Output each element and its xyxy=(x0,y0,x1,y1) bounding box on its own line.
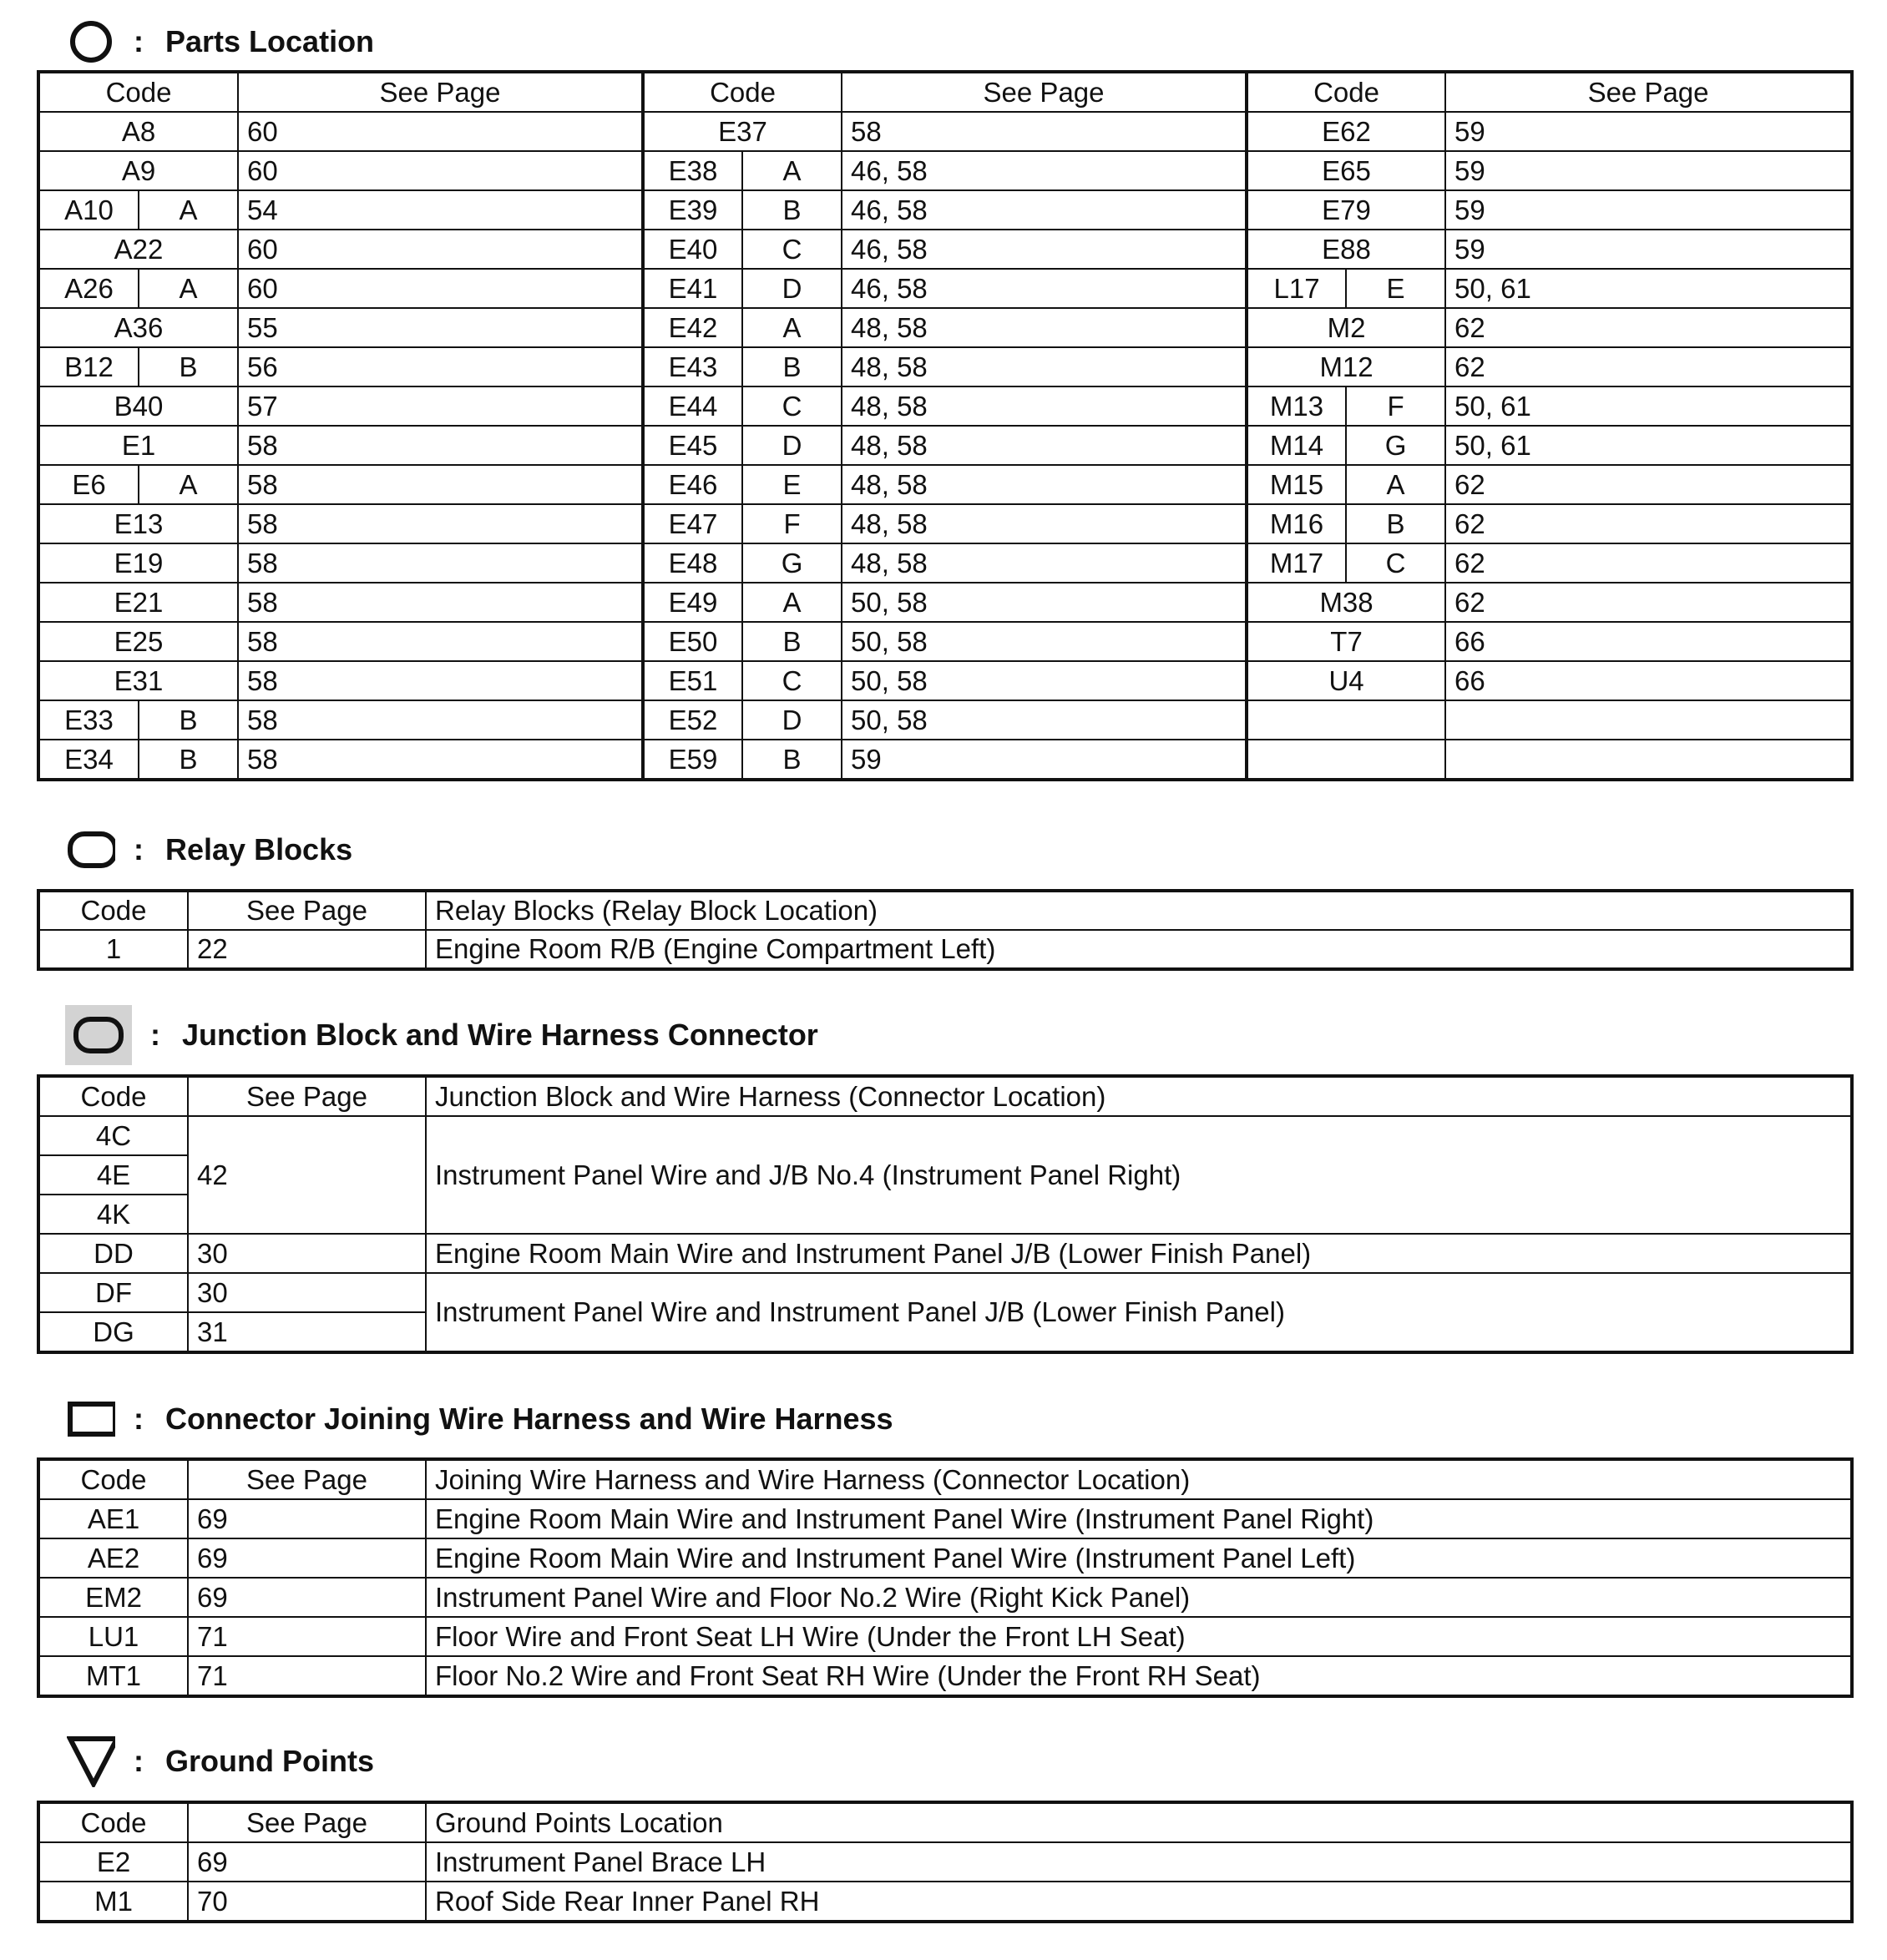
table-row xyxy=(39,1116,1851,1155)
header-code: Code xyxy=(1247,73,1445,112)
sub-code-cell: B xyxy=(1346,504,1445,543)
page-cell: 58 xyxy=(238,700,643,740)
sub-code-cell: A xyxy=(139,465,238,504)
page-cell: 62 xyxy=(1445,308,1851,347)
page-cell: 22 xyxy=(188,930,426,968)
page-cell: 48, 58 xyxy=(842,386,1247,426)
page-cell: 70 xyxy=(188,1882,426,1921)
sub-code-cell: E xyxy=(742,465,842,504)
page-cell: 71 xyxy=(188,1656,426,1695)
page-cell: 50, 58 xyxy=(842,661,1247,700)
section-title: Connector Joining Wire Harness and Wire Harness xyxy=(165,1402,893,1436)
table-row xyxy=(39,465,1851,504)
header-code: Code xyxy=(39,73,238,112)
section-relay-blocks xyxy=(67,825,352,875)
table-row xyxy=(39,426,1851,465)
page-cell: 30 xyxy=(188,1234,426,1273)
table-row xyxy=(39,661,1851,700)
table-row xyxy=(39,700,1851,740)
header-row xyxy=(39,1803,1851,1842)
table-row xyxy=(39,230,1851,269)
page-cell: 48, 58 xyxy=(842,543,1247,583)
code-cell: E62 xyxy=(1247,112,1445,151)
code-cell: E48 xyxy=(643,543,742,583)
code-cell: E6 xyxy=(39,465,139,504)
table-row xyxy=(39,1578,1851,1617)
code-cell xyxy=(1247,700,1445,740)
page-cell: 50, 58 xyxy=(842,700,1247,740)
header-code: Code xyxy=(39,1460,188,1499)
code-cell: 4E xyxy=(39,1155,188,1195)
page-cell: 50, 58 xyxy=(842,622,1247,661)
section-connector-joining xyxy=(67,1394,893,1444)
code-cell: E43 xyxy=(643,347,742,386)
header-location: Junction Block and Wire Harness (Connector Location) xyxy=(426,1077,1851,1116)
page-cell: 57 xyxy=(238,386,643,426)
section-junction-block xyxy=(67,1010,818,1060)
code-cell: E40 xyxy=(643,230,742,269)
relay-blocks-table xyxy=(38,891,1852,969)
table-row xyxy=(39,930,1851,968)
connector-joining-table xyxy=(38,1459,1852,1696)
page-cell: 30 xyxy=(188,1273,426,1312)
code-cell: E52 xyxy=(643,700,742,740)
code-cell: T7 xyxy=(1247,622,1445,661)
code-cell: AE1 xyxy=(39,1499,188,1538)
header-see-page: See Page xyxy=(188,1077,426,1116)
sub-code-cell: A xyxy=(742,151,842,190)
sub-code-cell: E xyxy=(1346,269,1445,308)
sub-code-cell: B xyxy=(139,347,238,386)
page-cell: 69 xyxy=(188,1538,426,1578)
code-cell: E31 xyxy=(39,661,238,700)
page-cell: 50, 61 xyxy=(1445,426,1851,465)
table-row xyxy=(39,1617,1851,1656)
code-cell: E49 xyxy=(643,583,742,622)
page-cell: 62 xyxy=(1445,583,1851,622)
code-cell: E33 xyxy=(39,700,139,740)
page-cell: 62 xyxy=(1445,543,1851,583)
location-cell: Instrument Panel Wire and Instrument Panel J/B (Lower Finish Panel) xyxy=(426,1273,1851,1351)
sub-code-cell: C xyxy=(742,661,842,700)
table-row xyxy=(39,504,1851,543)
code-cell: E59 xyxy=(643,740,742,779)
page-cell: 58 xyxy=(238,622,643,661)
code-cell: U4 xyxy=(1247,661,1445,700)
page-cell: 69 xyxy=(188,1842,426,1882)
table-row xyxy=(39,190,1851,230)
header-see-page: See Page xyxy=(1445,73,1851,112)
location-cell: Instrument Panel Brace LH xyxy=(426,1842,1851,1882)
table-row xyxy=(39,1234,1851,1273)
code-cell: E51 xyxy=(643,661,742,700)
sub-code-cell: C xyxy=(742,386,842,426)
page-cell: 62 xyxy=(1445,347,1851,386)
code-cell: E37 xyxy=(643,112,842,151)
code-cell: E21 xyxy=(39,583,238,622)
code-cell: M38 xyxy=(1247,583,1445,622)
page-cell xyxy=(1445,740,1851,779)
parts-location-table xyxy=(38,72,1852,780)
sub-code-cell: D xyxy=(742,269,842,308)
table-row xyxy=(39,386,1851,426)
location-cell: Floor No.2 Wire and Front Seat RH Wire (Under the Front RH Seat) xyxy=(426,1656,1851,1695)
location-cell: Roof Side Rear Inner Panel RH xyxy=(426,1882,1851,1921)
sub-code-cell: D xyxy=(742,700,842,740)
location-cell: Engine Room Main Wire and Instrument Panel J/B (Lower Finish Panel) xyxy=(426,1234,1851,1273)
code-cell: AE2 xyxy=(39,1538,188,1578)
colon: : xyxy=(134,1744,144,1778)
table-row xyxy=(39,1499,1851,1538)
header-code: Code xyxy=(39,892,188,930)
header-location: Relay Blocks (Relay Block Location) xyxy=(426,892,1851,930)
table-row xyxy=(39,151,1851,190)
code-cell: E79 xyxy=(1247,190,1445,230)
colon: : xyxy=(134,24,144,58)
code-cell: B12 xyxy=(39,347,139,386)
header-row xyxy=(39,892,1851,930)
sub-code-cell: B xyxy=(742,740,842,779)
code-cell: E47 xyxy=(643,504,742,543)
page-cell: 59 xyxy=(1445,230,1851,269)
page-cell: 66 xyxy=(1445,622,1851,661)
code-cell: 4C xyxy=(39,1116,188,1155)
sub-code-cell: F xyxy=(742,504,842,543)
sub-code-cell: A xyxy=(139,269,238,308)
rectangle-icon xyxy=(67,1395,115,1443)
page-cell: 58 xyxy=(238,661,643,700)
page-cell: 59 xyxy=(842,740,1247,779)
section-title: Relay Blocks xyxy=(165,832,353,866)
header-code: Code xyxy=(39,1803,188,1842)
sub-code-cell: A xyxy=(1346,465,1445,504)
table-row xyxy=(39,1656,1851,1695)
ground-points-table xyxy=(38,1802,1852,1922)
colon: : xyxy=(134,1402,144,1436)
page-cell: 58 xyxy=(238,740,643,779)
page-cell: 46, 58 xyxy=(842,230,1247,269)
sub-code-cell: D xyxy=(742,426,842,465)
sub-code-cell: C xyxy=(742,230,842,269)
page-cell: 42 xyxy=(188,1116,426,1234)
table-row xyxy=(39,112,1851,151)
code-cell: DD xyxy=(39,1234,188,1273)
page-cell: 69 xyxy=(188,1578,426,1617)
section-parts-location xyxy=(67,17,374,67)
page-cell: 59 xyxy=(1445,112,1851,151)
page-cell xyxy=(1445,700,1851,740)
code-cell xyxy=(1247,740,1445,779)
page-cell: 62 xyxy=(1445,465,1851,504)
page-cell: 48, 58 xyxy=(842,426,1247,465)
page-cell: 59 xyxy=(1445,190,1851,230)
page-cell: 46, 58 xyxy=(842,151,1247,190)
section-title: Parts Location xyxy=(165,24,375,58)
header-code: Code xyxy=(39,1077,188,1116)
location-cell: Engine Room Main Wire and Instrument Panel Wire (Instrument Panel Right) xyxy=(426,1499,1851,1538)
location-cell: Floor Wire and Front Seat LH Wire (Under the Front LH Seat) xyxy=(426,1617,1851,1656)
sub-code-cell: B xyxy=(139,700,238,740)
colon: : xyxy=(150,1018,160,1052)
header-row xyxy=(39,1077,1851,1116)
triangle-down-icon xyxy=(67,1737,115,1786)
page-cell: 60 xyxy=(238,112,643,151)
code-cell: E34 xyxy=(39,740,139,779)
sub-code-cell: C xyxy=(1346,543,1445,583)
code-cell: M15 xyxy=(1247,465,1346,504)
location-cell: Engine Room R/B (Engine Compartment Left) xyxy=(426,930,1851,968)
page-cell: 55 xyxy=(238,308,643,347)
code-cell: M14 xyxy=(1247,426,1346,465)
header-code: Code xyxy=(643,73,842,112)
page-cell: 48, 58 xyxy=(842,504,1247,543)
table-row xyxy=(39,1842,1851,1882)
table-row xyxy=(39,543,1851,583)
location-cell: Instrument Panel Wire and Floor No.2 Wire (Right Kick Panel) xyxy=(426,1578,1851,1617)
code-cell: A9 xyxy=(39,151,238,190)
page-cell: 50, 61 xyxy=(1445,386,1851,426)
table-row xyxy=(39,740,1851,779)
page-cell: 60 xyxy=(238,269,643,308)
page-cell: 60 xyxy=(238,151,643,190)
header-row xyxy=(39,73,1851,112)
section-title: Ground Points xyxy=(165,1744,374,1778)
header-location: Joining Wire Harness and Wire Harness (Connector Location) xyxy=(426,1460,1851,1499)
sub-code-cell: B xyxy=(742,347,842,386)
code-cell: E13 xyxy=(39,504,238,543)
code-cell: M16 xyxy=(1247,504,1346,543)
page-cell: 58 xyxy=(238,426,643,465)
code-cell: E2 xyxy=(39,1842,188,1882)
page-cell: 58 xyxy=(842,112,1247,151)
code-cell: DG xyxy=(39,1312,188,1351)
junction-block-table xyxy=(38,1076,1852,1352)
sub-code-cell: G xyxy=(1346,426,1445,465)
code-cell: E42 xyxy=(643,308,742,347)
colon: : xyxy=(134,832,144,866)
page-cell: 60 xyxy=(238,230,643,269)
code-cell: M17 xyxy=(1247,543,1346,583)
table-row xyxy=(39,308,1851,347)
page-cell: 54 xyxy=(238,190,643,230)
page-cell: 58 xyxy=(238,543,643,583)
sub-code-cell: B xyxy=(139,740,238,779)
page-cell: 62 xyxy=(1445,504,1851,543)
sub-code-cell: F xyxy=(1346,386,1445,426)
code-cell: A10 xyxy=(39,190,139,230)
code-cell: E44 xyxy=(643,386,742,426)
page-cell: 46, 58 xyxy=(842,269,1247,308)
section-title: Junction Block and Wire Harness Connector xyxy=(182,1018,818,1052)
code-cell: E50 xyxy=(643,622,742,661)
page-cell: 71 xyxy=(188,1617,426,1656)
code-cell: M1 xyxy=(39,1882,188,1921)
code-cell: M13 xyxy=(1247,386,1346,426)
code-cell: A8 xyxy=(39,112,238,151)
header-see-page: See Page xyxy=(188,1460,426,1499)
header-location: Ground Points Location xyxy=(426,1803,1851,1842)
rounded-rectangle-icon xyxy=(67,826,115,874)
table-row xyxy=(39,622,1851,661)
page-cell: 69 xyxy=(188,1499,426,1538)
table-row xyxy=(39,269,1851,308)
code-cell: M12 xyxy=(1247,347,1445,386)
page-cell: 48, 58 xyxy=(842,465,1247,504)
shaded-rounded-rectangle-icon xyxy=(65,1005,132,1065)
section-ground-points xyxy=(67,1736,374,1786)
header-see-page: See Page xyxy=(238,73,643,112)
page-cell: 31 xyxy=(188,1312,426,1351)
code-cell: DF xyxy=(39,1273,188,1312)
code-cell: E65 xyxy=(1247,151,1445,190)
table-row xyxy=(39,1273,1851,1312)
page-cell: 66 xyxy=(1445,661,1851,700)
page-cell: 58 xyxy=(238,583,643,622)
circle-icon xyxy=(67,18,115,66)
sub-code-cell: A xyxy=(742,583,842,622)
page-cell: 48, 58 xyxy=(842,347,1247,386)
code-cell: E1 xyxy=(39,426,238,465)
sub-code-cell: B xyxy=(742,622,842,661)
sub-code-cell: B xyxy=(742,190,842,230)
header-see-page: See Page xyxy=(842,73,1247,112)
code-cell: LU1 xyxy=(39,1617,188,1656)
code-cell: 1 xyxy=(39,930,188,968)
code-cell: A22 xyxy=(39,230,238,269)
page-cell: 56 xyxy=(238,347,643,386)
code-cell: 4K xyxy=(39,1195,188,1234)
code-cell: MT1 xyxy=(39,1656,188,1695)
code-cell: E41 xyxy=(643,269,742,308)
location-cell: Instrument Panel Wire and J/B No.4 (Instrument Panel Right) xyxy=(426,1116,1851,1234)
code-cell: A26 xyxy=(39,269,139,308)
code-cell: M2 xyxy=(1247,308,1445,347)
location-cell: Engine Room Main Wire and Instrument Panel Wire (Instrument Panel Left) xyxy=(426,1538,1851,1578)
header-row xyxy=(39,1460,1851,1499)
code-cell: E88 xyxy=(1247,230,1445,269)
table-row xyxy=(39,347,1851,386)
code-cell: E45 xyxy=(643,426,742,465)
sub-code-cell: A xyxy=(742,308,842,347)
header-see-page: See Page xyxy=(188,1803,426,1842)
code-cell: L17 xyxy=(1247,269,1346,308)
page-cell: 50, 61 xyxy=(1445,269,1851,308)
code-cell: B40 xyxy=(39,386,238,426)
table-row xyxy=(39,1882,1851,1921)
page-cell: 59 xyxy=(1445,151,1851,190)
page-cell: 58 xyxy=(238,465,643,504)
code-cell: E46 xyxy=(643,465,742,504)
code-cell: E19 xyxy=(39,543,238,583)
sub-code-cell: A xyxy=(139,190,238,230)
page-cell: 58 xyxy=(238,504,643,543)
code-cell: E25 xyxy=(39,622,238,661)
code-cell: E38 xyxy=(643,151,742,190)
page-cell: 46, 58 xyxy=(842,190,1247,230)
code-cell: A36 xyxy=(39,308,238,347)
sub-code-cell: G xyxy=(742,543,842,583)
page-cell: 50, 58 xyxy=(842,583,1247,622)
page-cell: 48, 58 xyxy=(842,308,1247,347)
header-see-page: See Page xyxy=(188,892,426,930)
table-row xyxy=(39,583,1851,622)
table-row xyxy=(39,1538,1851,1578)
code-cell: EM2 xyxy=(39,1578,188,1617)
code-cell: E39 xyxy=(643,190,742,230)
